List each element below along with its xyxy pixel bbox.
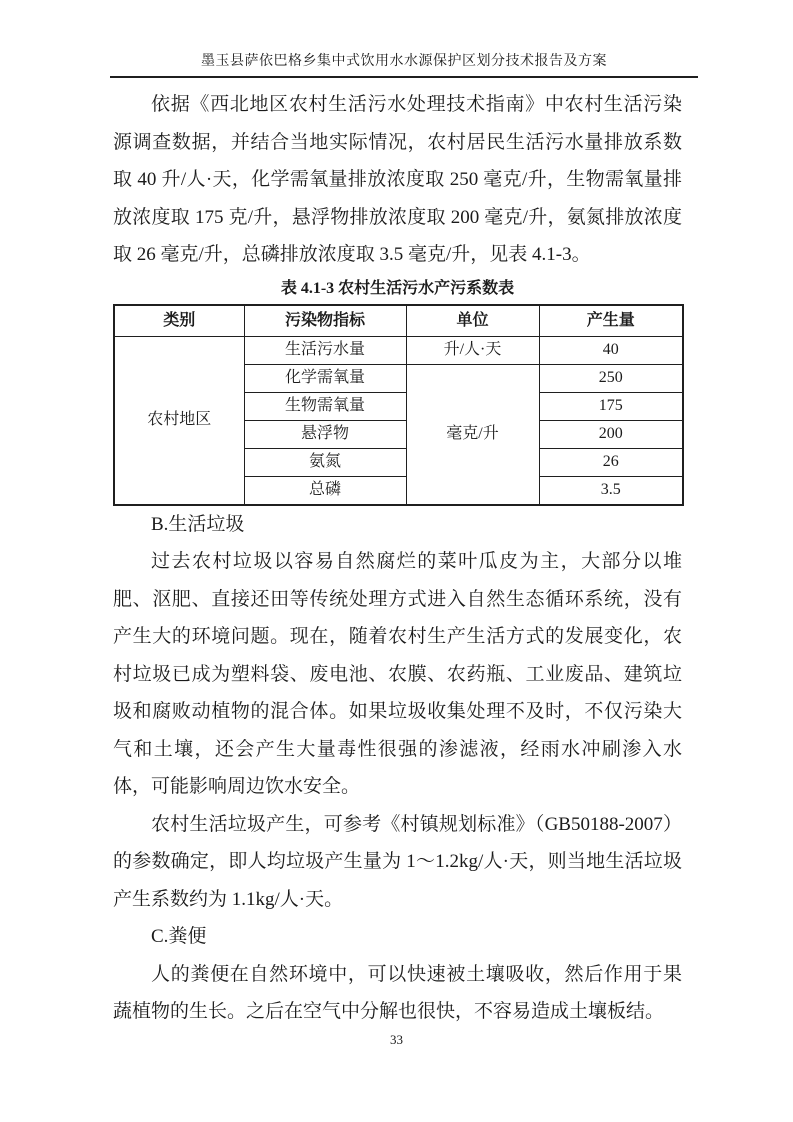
- cell-indicator-cod: 化学需氧量: [244, 364, 406, 392]
- cell-indicator-nh3n: 氨氮: [244, 448, 406, 476]
- col-header-category: 类别: [114, 305, 244, 337]
- cell-indicator-tp: 总磷: [244, 476, 406, 505]
- document-body: [113, 86, 682, 1031]
- cell-unit-sewage: 升/人·天: [406, 336, 539, 364]
- heading-domestic-waste: B.生活垃圾: [151, 513, 245, 535]
- header-title: 墨玉县萨依巴格乡集中式饮用水水源保护区划分技术报告及方案: [201, 54, 607, 69]
- cell-value-nh3n: 26: [539, 448, 683, 476]
- table-caption: 表 4.1-3 农村生活污水产污系数表: [280, 279, 515, 297]
- cell-value-sewage: 40: [539, 336, 683, 364]
- cell-unit-merged: 毫克/升: [406, 364, 539, 505]
- cell-value-bod: 175: [539, 392, 683, 420]
- cell-value-ss: 200: [539, 420, 683, 448]
- cell-indicator-sewage: 生活污水量: [244, 336, 406, 364]
- paragraph-feces-description: 人的粪便在自然环境中，可以快速被土壤吸收，然后作用于果蔬植物的生长。之后在空气中分解也很快，不容易造成土壤板结。: [113, 963, 682, 1022]
- paragraph-waste-standard: 农村生活垃圾产生，可参考《村镇规划标准》（GB50188-2007）的参数确定，即人均垃圾产生量为 1～1.2kg/人·天，则当地生活垃圾产生系数约为 1.1kg/人·天。: [113, 813, 682, 910]
- pollution-coefficient-table: [113, 304, 684, 506]
- cell-value-cod: 250: [539, 364, 683, 392]
- cell-category: 农村地区: [114, 336, 244, 505]
- paragraph-sewage-coefficients: 依据《西北地区农村生活污水处理技术指南》中农村生活污染源调查数据，并结合当地实际情况，农村居民生活污水量排放系数取 40 升/人·天，化学需氧量排放浓度取 250 毫克/升，生物需氧量排放浓度取 175 克/升，悬浮物排放浓度取 200 毫克/升，氨氮排放浓度取 26 毫克/升，总磷排放浓度取 3.5 毫克/升，见表 4.1-3。: [113, 94, 682, 265]
- heading-feces: C.粪便: [151, 926, 207, 947]
- cell-value-tp: 3.5: [539, 476, 683, 505]
- col-header-output: 产生量: [539, 305, 683, 337]
- table-header-row: [114, 305, 683, 337]
- paragraph-waste-description: 过去农村垃圾以容易自然腐烂的菜叶瓜皮为主，大部分以堆肥、沤肥、直接还田等传统处理方式进入自然生态循环系统，没有产生大的环境问题。现在，随着农村生产生活方式的发展变化，农村垃圾已成为塑料袋、废电池、农膜、农药瓶、工业废品、建筑垃圾和腐败动植物的混合体。如果垃圾收集处理不及时，不仅污染大气和土壤，还会产生大量毒性很强的渗滤液，经雨水冲刷渗入水体，可能影响周边饮水安全。: [113, 551, 682, 797]
- table-row: [114, 336, 683, 364]
- page-header: [110, 50, 698, 78]
- col-header-unit: 单位: [406, 305, 539, 337]
- cell-indicator-bod: 生物需氧量: [244, 392, 406, 420]
- col-header-indicator: 污染物指标: [244, 305, 406, 337]
- page-number: 33: [390, 1032, 403, 1047]
- cell-indicator-ss: 悬浮物: [244, 420, 406, 448]
